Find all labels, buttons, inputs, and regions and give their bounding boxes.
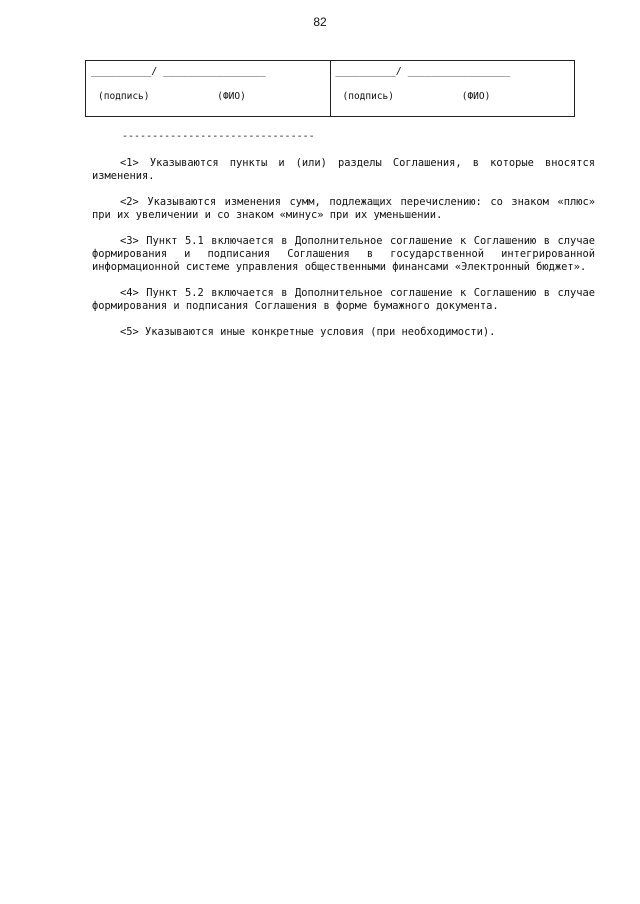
footnote-4: <4> Пункт 5.2 включается в Дополнительное соглашение к Соглашению в случае формирования и подписания Соглашения в форме бумажного документа.: [92, 287, 595, 312]
name-label-left: (ФИО): [217, 91, 246, 102]
signature-caption-right: [343, 91, 491, 102]
footnote-separator: --------------------------------: [122, 131, 315, 142]
signature-cell-right: [331, 61, 575, 116]
signature-caption-left: [98, 91, 246, 102]
signature-label-right: (подпись): [342, 91, 394, 102]
footnote-2: <2> Указываются изменения сумм, подлежащих перечислению: со знаком «плюс» при их увеличении и со знаком «минус» при их уменьшении.: [92, 196, 595, 221]
footnote-5: <5> Указываются иные конкретные условия (при необходимости).: [120, 326, 496, 338]
page-number: 82: [313, 15, 327, 29]
signature-label-left: (подпись): [98, 91, 150, 102]
footnote-1: <1> Указываются пункты и (или) разделы Соглашения, в которые вносятся изменения.: [92, 157, 595, 182]
signature-cell-left: [86, 61, 331, 116]
signature-line-left: __________/ _________________: [91, 66, 266, 77]
name-label-right: (ФИО): [461, 91, 491, 102]
footnotes-list: [92, 157, 595, 352]
signature-line-right: __________/ _________________: [335, 66, 511, 77]
footnote-3: <3> Пункт 5.1 включается в Дополнительное соглашение к Соглашению в случае формирования и подписания Соглашения в государственной интегрированной информационной системе управления общественными финансами «Электронный бюджет».: [92, 235, 595, 273]
signature-table: [85, 60, 575, 117]
